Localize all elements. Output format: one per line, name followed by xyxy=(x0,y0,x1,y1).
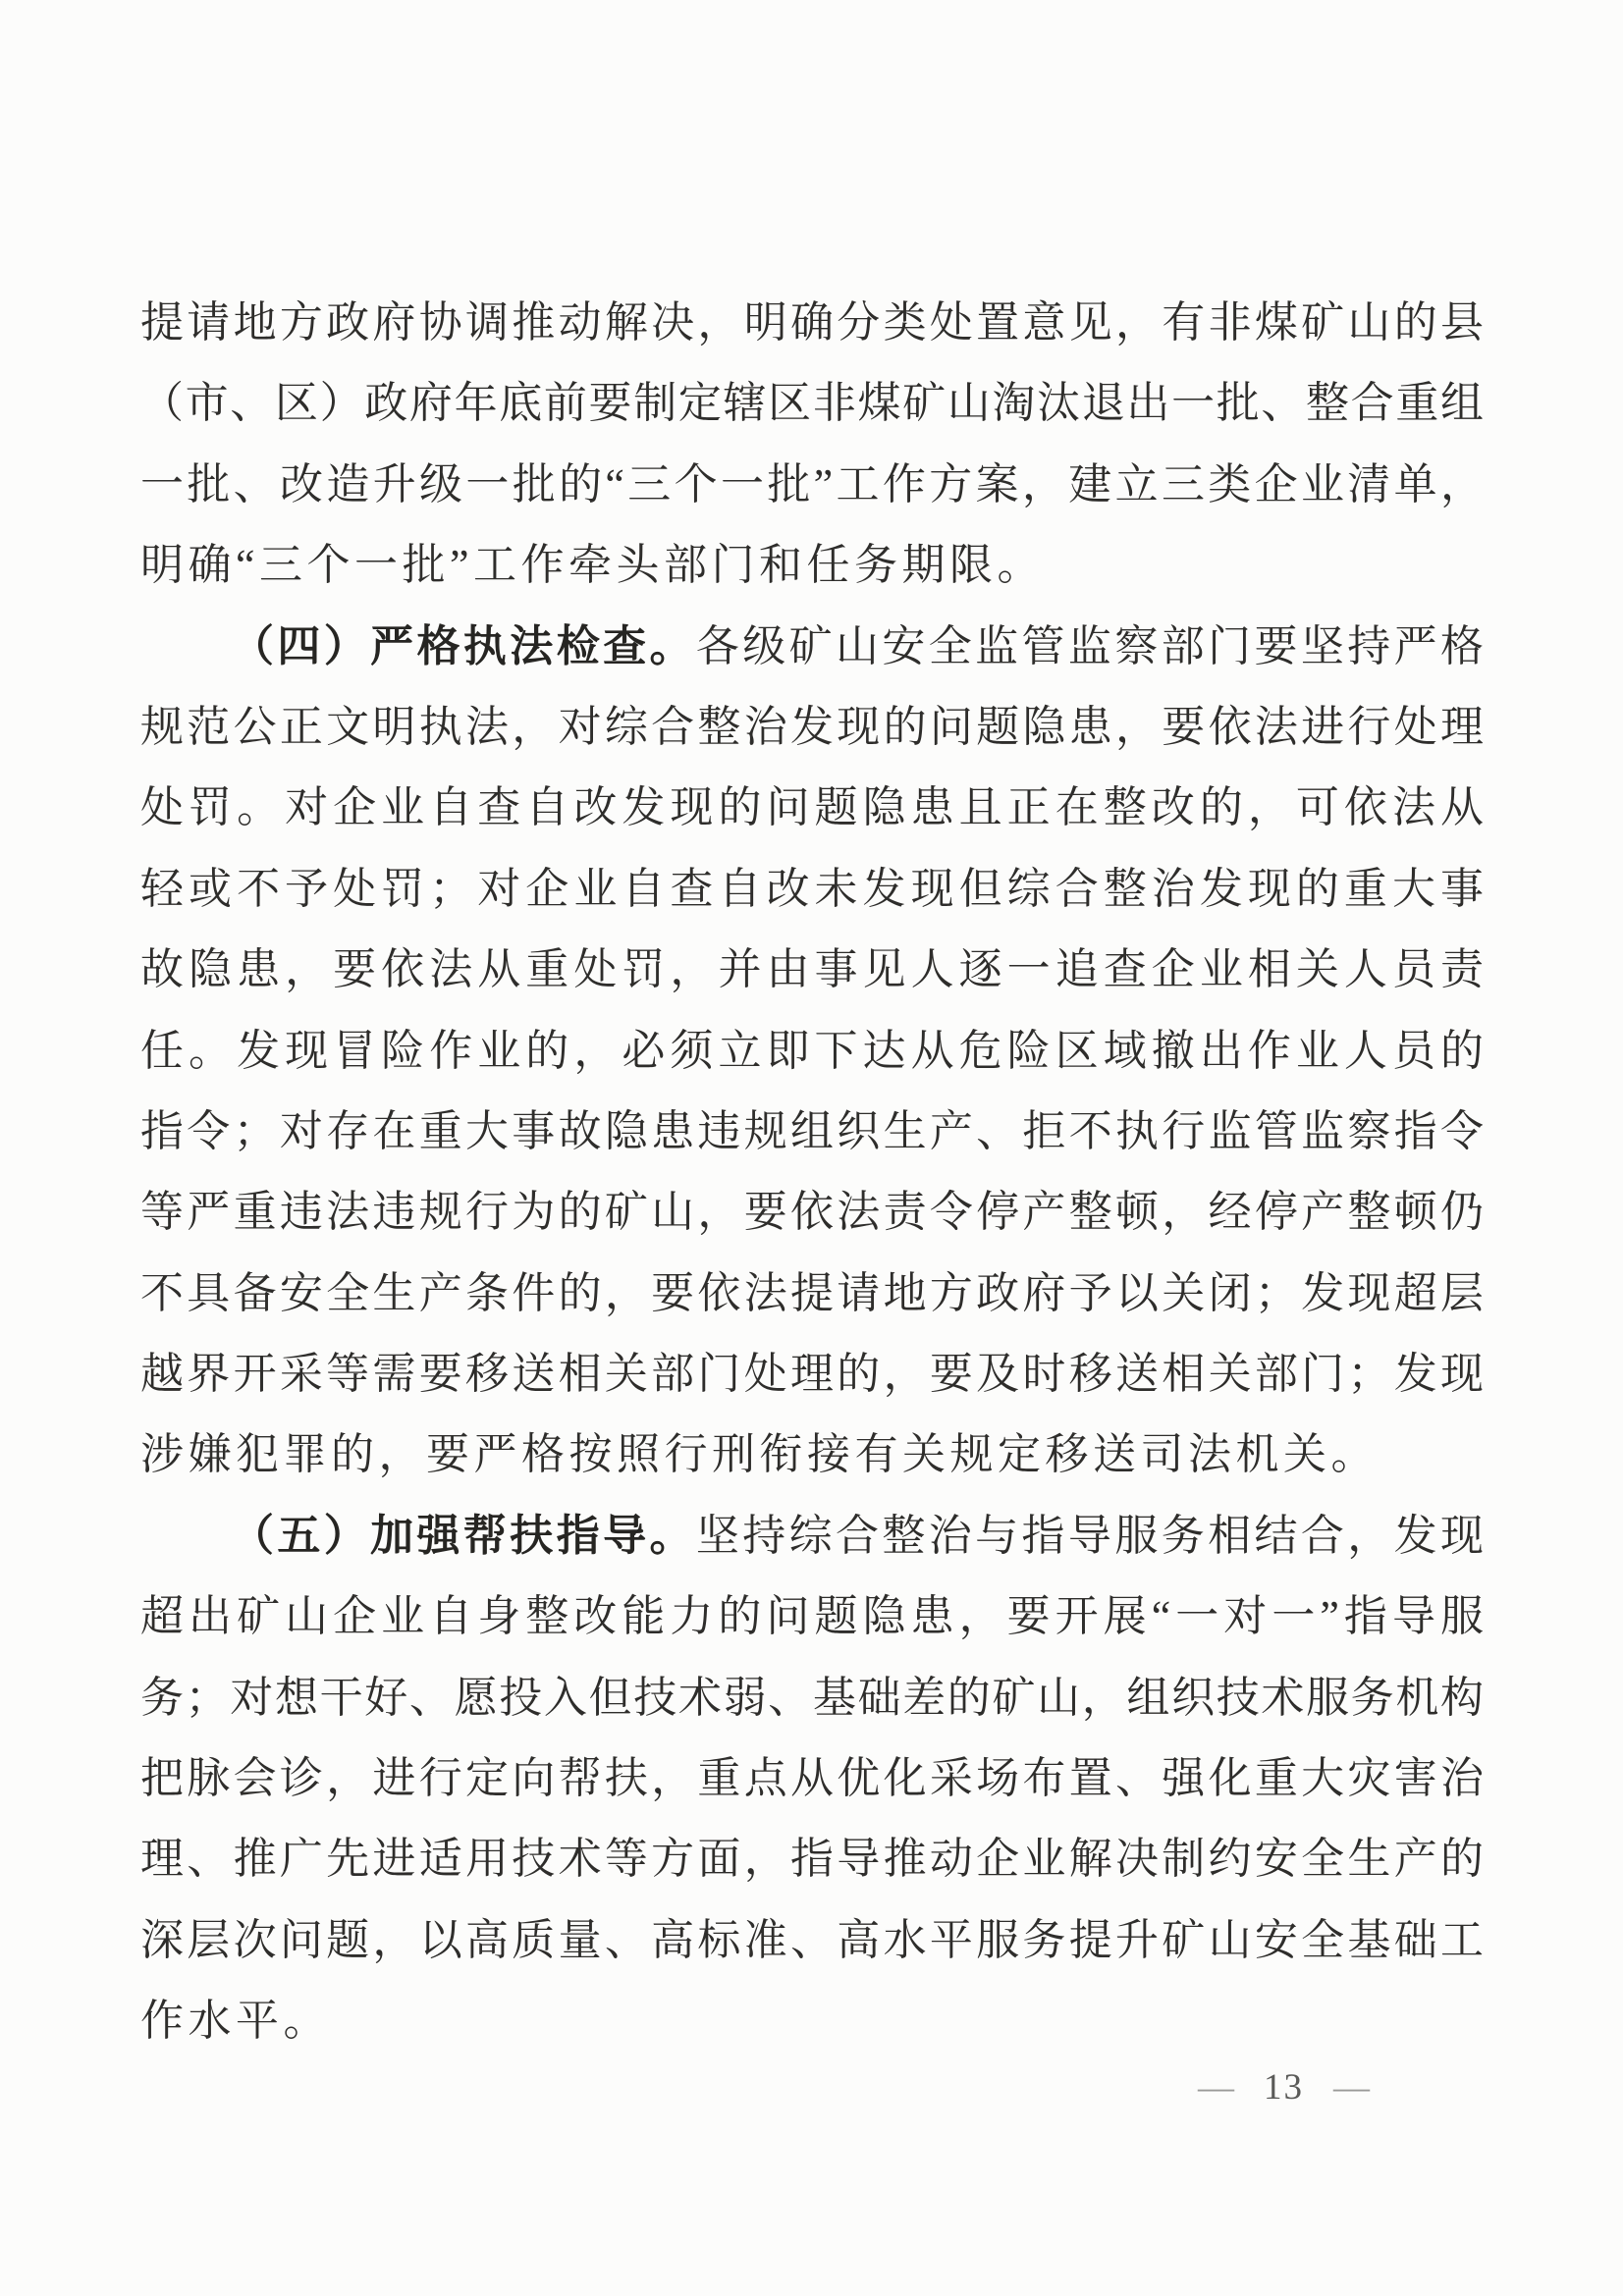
line-text: （市、区）政府年底前要制定辖区非煤矿山淘汰退出一批、整合重组 xyxy=(140,379,1485,428)
text-line xyxy=(140,1011,1485,1092)
line-text: 坚持综合整治与指导服务相结合，发现 xyxy=(695,1511,1486,1560)
line-text: 明确“三个一批”工作牵头部门和任务期限。 xyxy=(140,541,1046,590)
text-line xyxy=(140,1172,1485,1253)
page-footer xyxy=(1198,2061,1370,2112)
footer-left-dash: — xyxy=(1198,2066,1234,2108)
document-body xyxy=(140,283,1485,2062)
line-text: 指令；对存在重大事故隐患违规组织生产、拒不执行监管监察指令 xyxy=(140,1106,1485,1155)
text-line xyxy=(140,930,1485,1010)
text-line xyxy=(140,1981,1485,2061)
line-text: 不具备安全生产条件的，要依法提请地方政府予以关闭；发现超层 xyxy=(140,1268,1485,1317)
line-text: 轻或不予处罚；对企业自查自改未发现但综合整治发现的重大事 xyxy=(140,864,1485,913)
section-heading: （四）严格执法检查。 xyxy=(231,621,696,670)
line-text: 越界开采等需要移送相关部门处理的，要及时移送相关部门；发现 xyxy=(140,1350,1485,1399)
text-line xyxy=(140,1254,1485,1334)
text-line xyxy=(140,1738,1485,1819)
line-text: 规范公正文明执法，对综合整治发现的问题隐患，要依法进行处理 xyxy=(140,702,1485,751)
text-line xyxy=(140,1415,1485,1495)
text-line-section-heading-4 xyxy=(140,607,1485,687)
line-text: 作水平。 xyxy=(140,1997,331,2046)
line-text: 任。发现冒险作业的，必须立即下达从危险区域撤出作业人员的 xyxy=(140,1026,1485,1075)
text-line xyxy=(140,849,1485,930)
line-text: 把脉会诊，进行定向帮扶，重点从优化采场布置、强化重大灾害治 xyxy=(140,1754,1485,1803)
line-text: 一批、改造升级一批的“三个一批”工作方案，建立三类企业清单， xyxy=(140,459,1485,508)
line-text: 理、推广先进适用技术等方面，指导推动企业解决制约安全生产的 xyxy=(140,1835,1485,1884)
section-heading: （五）加强帮扶指导。 xyxy=(231,1511,696,1560)
text-line xyxy=(140,1658,1485,1738)
line-text: 务；对想干好、愿投入但技术弱、基础差的矿山，组织技术服务机构 xyxy=(140,1673,1485,1722)
text-line-section-heading-5 xyxy=(140,1496,1485,1576)
text-line xyxy=(140,1819,1485,1899)
footer-right-dash: — xyxy=(1333,2066,1370,2108)
text-line xyxy=(140,768,1485,848)
text-line xyxy=(140,1334,1485,1415)
line-text: 等严重违法违规行为的矿山，要依法责令停产整顿，经停产整顿仍 xyxy=(140,1188,1485,1237)
line-text: 涉嫌犯罪的，要严格按照行刑衔接有关规定移送司法机关。 xyxy=(140,1430,1379,1479)
text-line xyxy=(140,363,1485,444)
line-text: 超出矿山企业自身整改能力的问题隐患，要开展“一对一”指导服 xyxy=(140,1592,1485,1641)
line-text: 故隐患，要依法从重处罚，并由事见人逐一追查企业相关人员责 xyxy=(140,945,1485,994)
text-line xyxy=(140,1900,1485,1981)
text-line xyxy=(140,445,1485,525)
line-text: 各级矿山安全监管监察部门要坚持严格 xyxy=(695,621,1486,670)
text-line xyxy=(140,687,1485,768)
line-text: 提请地方政府协调推动解决，明确分类处置意见，有非煤矿山的县 xyxy=(140,298,1485,347)
line-text: 深层次问题，以高质量、高标准、高水平服务提升矿山安全基础工 xyxy=(140,1915,1485,1964)
line-text: 处罚。对企业自查自改发现的问题隐患且正在整改的，可依法从 xyxy=(140,783,1485,832)
text-line xyxy=(140,283,1485,363)
text-line xyxy=(140,1092,1485,1172)
page-number: 13 xyxy=(1264,2066,1304,2108)
text-line xyxy=(140,1576,1485,1657)
text-line xyxy=(140,525,1485,606)
